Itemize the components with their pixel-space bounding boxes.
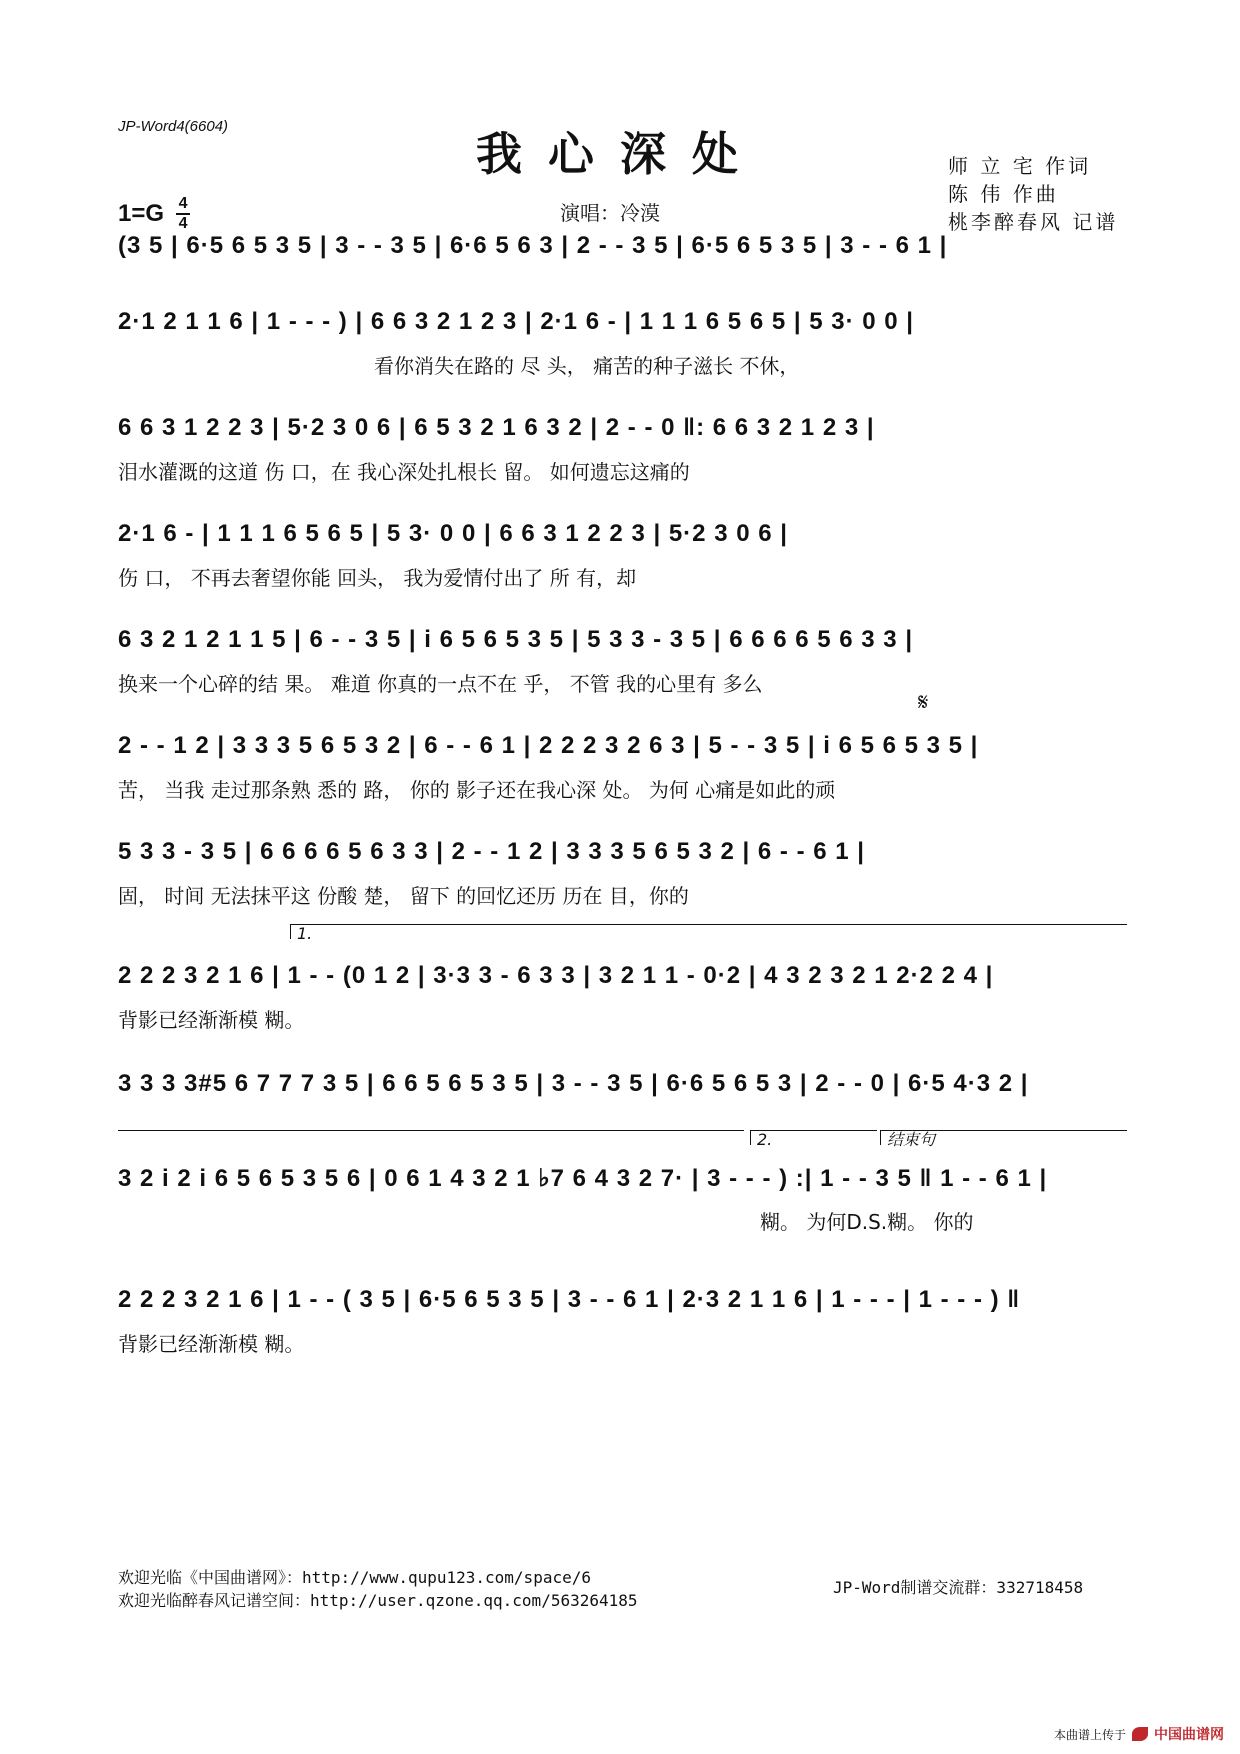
- score-lyric: 糊。 为何D.S.糊。 你的: [760, 1210, 974, 1234]
- stamp-prefix: 本曲谱上传于: [1053, 1727, 1126, 1742]
- first-ending-bracket: 1.: [290, 924, 1127, 939]
- time-sig-bottom: 4: [178, 215, 188, 232]
- score-lyric: 背影已经渐渐模 糊。: [118, 1332, 305, 1356]
- score-notes: 3 2 i 2 i 6 5 6 5 3 5 6 | 0 6 1 4 3 2 1 ♭7 6 4 3 2 7· | 3 - - - ) :| 1 - - 3 5 ‖ 1 - - 6 1 |: [118, 1164, 1048, 1192]
- score-notes: 5 3 3 - 3 5 | 6 6 6 6 5 6 3 3 | 2 - - 1 2 | 3 3 3 5 6 5 3 2 | 6 - - 6 1 |: [118, 838, 865, 865]
- software-label: JP-Word4(6604): [118, 118, 229, 135]
- score-notes: 2 - - 1 2 | 3 3 3 5 6 5 3 2 | 6 - - 6 1 | 2 2 2 3 2 6 3 | 5 - - 3 5 | i 6 5 6 5 3 5 |: [118, 732, 979, 759]
- second-ending-bracket: 2.: [750, 1130, 877, 1145]
- score-lyric: 看你消失在路的 尽 头， 痛苦的种子滋长 不休，: [374, 354, 800, 378]
- score-notes: 2 2 2 3 2 1 6 | 1 - - (0 1 2 | 3·3 3 - 6 3 3 | 3 2 1 1 - 0·2 | 4 3 2 3 2 1 2·2 2 4 |: [118, 962, 994, 989]
- score-notes: 3 3 3 3#5 6 7 7 7 3 5 | 6 6 5 6 5 3 5 | 3 - - 3 5 | 6·6 5 6 5 3 | 2 - - 0 | 6·5 4·3 2 |: [118, 1070, 1029, 1097]
- transcriber-credit: 桃李醉春风 记谱: [948, 210, 1119, 234]
- score-notes: 2 2 2 3 2 1 6 | 1 - - ( 3 5 | 6·5 6 5 3 5 | 3 - - 6 1 | 2·3 2 1 1 6 | 1 - - - | 1 - - - ) ‖: [118, 1286, 1021, 1313]
- segno-sign: 𝄋: [918, 688, 929, 716]
- repeat-bracket: [118, 1130, 744, 1145]
- page-title: 我心深处: [476, 127, 764, 181]
- footer-group-info: JP-Word制谱交流群：332718458: [833, 1578, 1084, 1597]
- score-notes: 2·1 2 1 1 6 | 1 - - - ) | 6 6 3 2 1 2 3 | 2·1 6 - | 1 1 1 6 5 6 5 | 5 3· 0 0 |: [118, 308, 915, 335]
- score-notes: 6 3 2 1 2 1 1 5 | 6 - - 3 5 | i 6 5 6 5 3 5 | 5 3 3 - 3 5 | 6 6 6 6 5 6 3 3 |: [118, 626, 914, 653]
- score-lyric: 换来一个心碎的结 果。 难道 你真的一点不在 乎， 不管 我的心里有 多么: [118, 672, 763, 696]
- score-notes: (3 5 | 6·5 6 5 3 5 | 3 - - 3 5 | 6·6 5 6 3 | 2 - - 3 5 | 6·5 6 5 3 5 | 3 - - 6 1 |: [118, 232, 948, 259]
- upload-stamp: [1054, 1724, 1224, 1744]
- score-lyric: 苦， 当我 走过那条熟 悉的 路， 你的 影子还在我心深 处。 为何 心痛是如此的顽: [118, 778, 836, 802]
- score-lyric: 固， 时间 无法抹平这 份酸 楚， 留下 的回忆还历 历在 目，你的: [118, 884, 689, 908]
- footer-link-qupu[interactable]: 欢迎光临《中国曲谱网》：http://www.qupu123.com/space/6: [118, 1568, 591, 1587]
- score-lyric: 背影已经渐渐模 糊。: [118, 1008, 305, 1032]
- score-notes: 2·1 6 - | 1 1 1 6 5 6 5 | 5 3· 0 0 | 6 6 3 1 2 2 3 | 5·2 3 0 6 |: [118, 520, 788, 547]
- key-text: 1=G: [118, 200, 165, 227]
- singer-credit: 演唱：冷漠: [560, 201, 660, 225]
- score-lyric: 伤 口， 不再去奢望你能 回头， 我为爱情付出了 所 有，却: [118, 566, 637, 590]
- score-lyric: 泪水灌溉的这道 伤 口，在 我心深处扎根长 留。 如何遗忘这痛的: [118, 460, 690, 484]
- time-sig-top: 4: [178, 195, 188, 212]
- site-logo-icon: [1132, 1727, 1148, 1741]
- ending-phrase-bracket: 结束句: [880, 1130, 1127, 1145]
- composer-credit: 陈 伟 作曲: [948, 182, 1059, 206]
- score-notes: 6 6 3 1 2 2 3 | 5·2 3 0 6 | 6 5 3 2 1 6 3 2 | 2 - - 0 ‖: 6 6 3 2 1 2 3 |: [118, 414, 875, 441]
- stamp-site-name: 中国曲谱网: [1154, 1727, 1224, 1743]
- footer-link-qzone[interactable]: 欢迎光临醉春风记谱空间：http://user.qzone.qq.com/563264185: [118, 1591, 638, 1610]
- lyricist-credit: 师 立 宅 作词: [948, 154, 1092, 178]
